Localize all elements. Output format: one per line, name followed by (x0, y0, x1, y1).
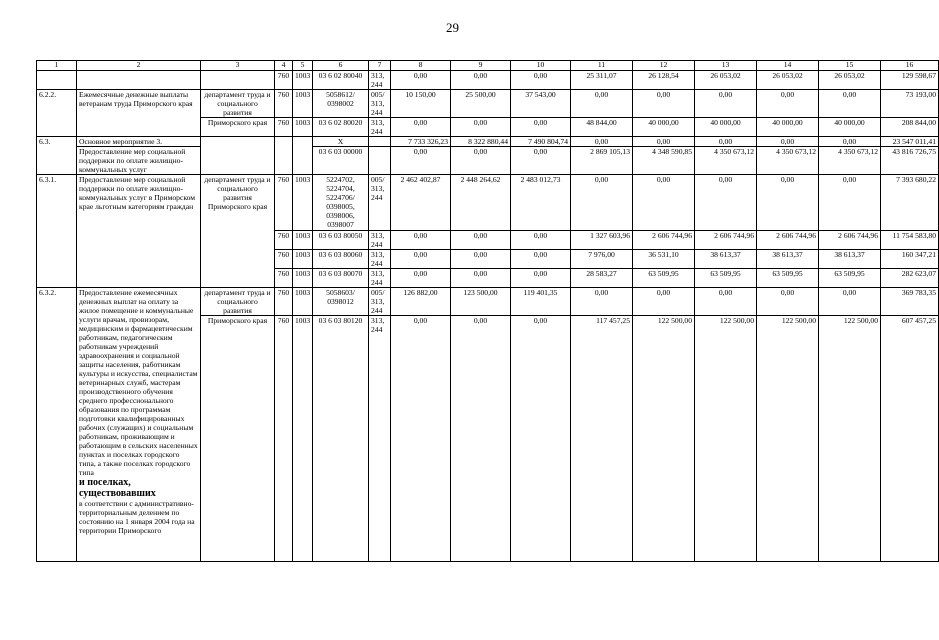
cell-value: 119 401,35 (511, 288, 571, 316)
cell-value: 63 509,95 (633, 269, 695, 288)
cell-value: 0,00 (695, 175, 757, 231)
page-number: 29 (446, 20, 459, 35)
cell-rzpr: 1003 (293, 250, 313, 269)
cell-vr: 313, 244 (369, 316, 391, 562)
cell-value: 123 500,00 (451, 288, 511, 316)
cell-value: 63 509,95 (695, 269, 757, 288)
cell-total: 43 816 726,75 (881, 147, 939, 175)
cell-value: 2 483 012,73 (511, 175, 571, 231)
cell-kvsr: 760 (275, 316, 293, 562)
cell-value: 48 844,00 (571, 118, 633, 137)
cell-value: 117 457,25 (571, 316, 633, 562)
cell-value: 40 000,00 (633, 118, 695, 137)
col-header: 6 (313, 61, 369, 71)
cell-total: 282 623,07 (881, 269, 939, 288)
cell-rzpr: 1003 (293, 288, 313, 316)
cell-value: 0,00 (571, 90, 633, 118)
cell-csr: 5058603/ 0398012 (313, 288, 369, 316)
cell-total: 23 547 011,41 (881, 137, 939, 147)
cell-value: 0,00 (757, 288, 819, 316)
table-row (37, 71, 939, 90)
cell-value: 4 350 673,12 (695, 147, 757, 175)
col-header: 3 (201, 61, 275, 71)
cell-value: 0,00 (571, 288, 633, 316)
cell-value: 122 500,00 (633, 316, 695, 562)
cell-value: 28 583,27 (571, 269, 633, 288)
cell-value: 122 500,00 (757, 316, 819, 562)
cell-value: 0,00 (819, 90, 881, 118)
cell-value: 38 613,37 (757, 250, 819, 269)
cell-value: 0,00 (511, 147, 571, 175)
cell-value: 2 606 744,96 (633, 231, 695, 250)
cell-value: 25 311,07 (571, 71, 633, 90)
cell-value: 38 613,37 (695, 250, 757, 269)
cell-total: 73 193,00 (881, 90, 939, 118)
cell-total: 11 754 583,80 (881, 231, 939, 250)
cell-value: 0,00 (695, 90, 757, 118)
cell-value: 7 976,00 (571, 250, 633, 269)
cell-value: 7 490 804,74 (511, 137, 571, 147)
cell-value: 0,00 (695, 137, 757, 147)
cell-value: 7 733 326,23 (391, 137, 451, 147)
cell-value: 63 509,95 (819, 269, 881, 288)
cell-value: 0,00 (391, 231, 451, 250)
cell-value: 26 053,02 (695, 71, 757, 90)
cell-kvsr: 760 (275, 175, 293, 231)
row-number: 6.3. (37, 137, 77, 175)
cell-total: 369 783,35 (881, 288, 939, 316)
cell-value: 26 128,54 (633, 71, 695, 90)
cell-vr: 313, 244 (369, 231, 391, 250)
cell-value: 0,00 (511, 118, 571, 137)
col-header: 8 (391, 61, 451, 71)
budget-table (36, 60, 939, 562)
cell-csr: 03 6 03 80120 (313, 316, 369, 562)
row-number: 6.2.2. (37, 90, 77, 137)
cell-value: 0,00 (757, 175, 819, 231)
cell-value: 2 462 402,87 (391, 175, 451, 231)
cell-csr: 5058612/ 0398002 (313, 90, 369, 118)
cell-vr: 005/ 313, 244 (369, 90, 391, 118)
cell-kvsr: 760 (275, 231, 293, 250)
cell-value: 0,00 (511, 71, 571, 90)
cell-value: 25 500,00 (451, 90, 511, 118)
row-name-part: в соответствии с административно-территориальным делением по состоянию на 1 января 2004 года на территории Приморского (79, 499, 195, 535)
col-header: 10 (511, 61, 571, 71)
row-name: Предоставление мер социальной поддержки по оплате жилищно-коммунальных услуг в Приморском крае льготным категориям граждан (77, 175, 201, 288)
row-name: Ежемесячные денежные выплаты ветеранам труда Приморского края (77, 90, 201, 137)
cell-value: 36 531,10 (633, 250, 695, 269)
cell-value: 2 869 105,13 (571, 147, 633, 175)
row-name (77, 288, 201, 562)
cell-value: 38 613,37 (819, 250, 881, 269)
table-row (37, 288, 939, 316)
cell-kvsr: 760 (275, 90, 293, 118)
cell-value: 0,00 (571, 137, 633, 147)
cell-csr: 03 6 02 80040 (313, 71, 369, 90)
cell-kvsr: 760 (275, 118, 293, 137)
col-header: 9 (451, 61, 511, 71)
cell-value: 0,00 (571, 175, 633, 231)
cell-total: 160 347,21 (881, 250, 939, 269)
cell-value: 0,00 (391, 250, 451, 269)
cell-value: 0,00 (819, 288, 881, 316)
cell-rzpr: 1003 (293, 316, 313, 562)
cell-kvsr: 760 (275, 250, 293, 269)
cell-value: 0,00 (511, 316, 571, 562)
cell-value: 0,00 (511, 231, 571, 250)
table-row (37, 137, 939, 147)
row-name: Предоставление мер социальной поддержки по оплате жилищно-коммунальных услуг (77, 147, 201, 175)
row-executor: Приморского края (201, 118, 275, 137)
cell-value: 1 327 603,96 (571, 231, 633, 250)
cell-value: 4 350 673,12 (819, 147, 881, 175)
col-header: 15 (819, 61, 881, 71)
cell-value: 2 606 744,96 (819, 231, 881, 250)
col-header: 14 (757, 61, 819, 71)
cell-value: 0,00 (391, 118, 451, 137)
cell-value: 0,00 (757, 137, 819, 147)
cell-vr: 005/ 313, 244 (369, 175, 391, 231)
cell-kvsr: 760 (275, 71, 293, 90)
cell-value: 63 509,95 (757, 269, 819, 288)
cell-value: 0,00 (451, 269, 511, 288)
row-number: 6.3.2. (37, 288, 77, 562)
cell-value: 0,00 (633, 90, 695, 118)
cell-value: 0,00 (695, 288, 757, 316)
cell-csr: 03 6 03 80060 (313, 250, 369, 269)
cell-csr: 5224702, 5224704, 5224706/ 0398005, 0398006, 0398007 (313, 175, 369, 231)
cell-rzpr: 1003 (293, 118, 313, 137)
cell-value: 0,00 (391, 269, 451, 288)
cell-value: 126 882,00 (391, 288, 451, 316)
cell-value: 8 322 880,44 (451, 137, 511, 147)
table-row (37, 90, 939, 118)
cell-csr: Х (313, 137, 369, 147)
row-number: 6.3.1. (37, 175, 77, 288)
cell-value: 0,00 (819, 137, 881, 147)
cell-value: 0,00 (451, 147, 511, 175)
cell-value: 0,00 (451, 316, 511, 562)
cell-value: 10 150,00 (391, 90, 451, 118)
cell-rzpr: 1003 (293, 90, 313, 118)
cell-value: 0,00 (511, 250, 571, 269)
cell-value: 2 606 744,96 (695, 231, 757, 250)
cell-value: 40 000,00 (819, 118, 881, 137)
cell-csr: 03 6 03 80050 (313, 231, 369, 250)
col-header: 2 (77, 61, 201, 71)
table-row (37, 147, 939, 175)
row-name-part: Предоставление ежемесячных денежных выплат на оплату за жилое помещение и коммунальные услуги врачам, провизорам, медицинским и фармацевтическим работникам, педагогическим работникам учреждений здравоохранения и социальной защиты населения, работникам культуры и искусства, специалистам ветеринарных служб, мастерам производственного обучения среднего профессионального образования по программам подготовки квалифицированных рабочих (служащих) и социальным работникам, проживающим и работающим в сельских населенных пунктах и поселках городского типа, а также поселках городского типа (79, 288, 198, 477)
row-executor: департамент труда и социального развития (201, 90, 275, 118)
cell-csr: 03 6 03 80070 (313, 269, 369, 288)
row-name: Основное мероприятие 3. (77, 137, 201, 147)
cell-value: 0,00 (391, 316, 451, 562)
cell-vr: 313, 244 (369, 250, 391, 269)
cell-rzpr: 1003 (293, 175, 313, 231)
col-header: 1 (37, 61, 77, 71)
col-header: 5 (293, 61, 313, 71)
row-executor: департамент труда и социального развития (201, 288, 275, 316)
cell-rzpr: 1003 (293, 231, 313, 250)
cell-total: 129 598,67 (881, 71, 939, 90)
cell-vr: 313, 244 (369, 118, 391, 137)
cell-value: 0,00 (451, 71, 511, 90)
cell-value: 40 000,00 (757, 118, 819, 137)
cell-value: 2 606 744,96 (757, 231, 819, 250)
header-row (37, 61, 939, 71)
cell-vr: 313, 244 (369, 71, 391, 90)
cell-value: 0,00 (819, 175, 881, 231)
cell-vr: 005/ 313, 244 (369, 288, 391, 316)
cell-value: 0,00 (391, 147, 451, 175)
cell-csr: 03 6 03 00000 (313, 147, 369, 175)
col-header: 7 (369, 61, 391, 71)
cell-total: 607 457,25 (881, 316, 939, 562)
cell-value: 37 543,00 (511, 90, 571, 118)
cell-value: 122 500,00 (695, 316, 757, 562)
col-header: 11 (571, 61, 633, 71)
cell-rzpr: 1003 (293, 269, 313, 288)
col-header: 13 (695, 61, 757, 71)
cell-csr: 03 6 02 80020 (313, 118, 369, 137)
cell-total: 7 393 680,22 (881, 175, 939, 231)
cell-rzpr: 1003 (293, 71, 313, 90)
table-row (37, 175, 939, 231)
cell-value: 0,00 (511, 269, 571, 288)
cell-kvsr: 760 (275, 288, 293, 316)
cell-total: 208 844,00 (881, 118, 939, 137)
row-executor: Приморского края (201, 316, 275, 562)
row-name-part: и поселках, существовавших (79, 477, 156, 499)
cell-value: 0,00 (451, 231, 511, 250)
cell-value: 40 000,00 (695, 118, 757, 137)
cell-value: 122 500,00 (819, 316, 881, 562)
cell-value: 0,00 (757, 90, 819, 118)
row-executor: департамент труда и социального развития Приморского края (201, 175, 275, 288)
cell-value: 4 350 673,12 (757, 147, 819, 175)
cell-value: 2 448 264,62 (451, 175, 511, 231)
cell-value: 0,00 (633, 175, 695, 231)
cell-kvsr: 760 (275, 269, 293, 288)
cell-value: 26 053,02 (757, 71, 819, 90)
cell-value: 0,00 (451, 118, 511, 137)
cell-value: 0,00 (633, 288, 695, 316)
col-header: 16 (881, 61, 939, 71)
col-header: 12 (633, 61, 695, 71)
cell-value: 0,00 (451, 250, 511, 269)
cell-vr: 313, 244 (369, 269, 391, 288)
cell-value: 0,00 (633, 137, 695, 147)
cell-value: 26 053,02 (819, 71, 881, 90)
cell-value: 4 348 590,85 (633, 147, 695, 175)
col-header: 4 (275, 61, 293, 71)
cell-value: 0,00 (391, 71, 451, 90)
